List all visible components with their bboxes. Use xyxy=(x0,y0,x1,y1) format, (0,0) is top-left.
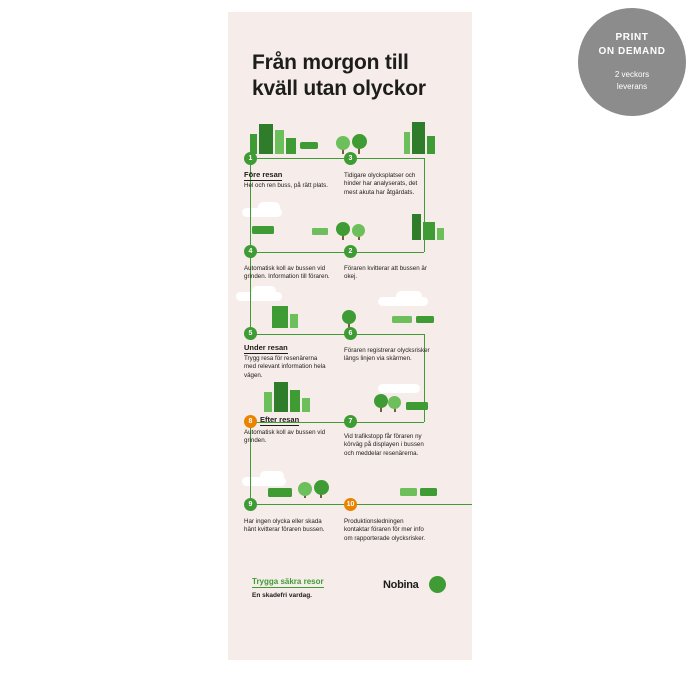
title-line-1: Från morgon till xyxy=(252,51,409,74)
step-number-badge: 1 xyxy=(244,152,257,165)
step-body: Trygg resa för resenärerna med relevant information hela vägen. xyxy=(244,355,326,379)
step-heading: Efter resan xyxy=(260,415,300,424)
step-number-badge: 10 xyxy=(344,498,357,511)
step-number-badge: 2 xyxy=(344,245,357,258)
page-title xyxy=(252,50,462,102)
logo-wordmark: Nobina xyxy=(383,579,419,591)
step-body: Föraren kvitterar att bussen är okej. xyxy=(344,265,427,281)
badge-line-3: 2 veckors xyxy=(614,70,650,79)
step-body: Föraren registrerar olycksrisker längs linjen via skärmen. xyxy=(344,347,430,363)
step-number-badge: 3 xyxy=(344,152,357,165)
cityscape-illustration-4 xyxy=(242,378,454,412)
flow-connector xyxy=(350,158,424,159)
print-on-demand-badge xyxy=(578,8,686,116)
step-number-badge: 5 xyxy=(244,327,257,340)
footer-headline: Trygga säkra resor xyxy=(252,577,324,586)
badge-line-2: ON DEMAND xyxy=(598,46,666,57)
cloud-decoration xyxy=(252,286,276,296)
step-heading: Under resan xyxy=(244,343,288,352)
flow-connector xyxy=(250,334,424,335)
step-body: Produktionsledningen kontaktar föraren för mer info om rapporterade olycksrisker. xyxy=(344,518,426,542)
nobina-logo xyxy=(383,572,449,598)
badge-line-4: leverans xyxy=(616,82,648,91)
cityscape-illustration-3 xyxy=(242,298,454,330)
step-number-badge: 8 xyxy=(244,415,257,428)
step-number-badge: 6 xyxy=(344,327,357,340)
step-number-badge: 7 xyxy=(344,415,357,428)
title-line-2: kväll utan olyckor xyxy=(252,77,426,100)
badge-line-1: PRINT xyxy=(615,32,649,43)
flow-connector xyxy=(250,252,424,253)
step-heading: Före resan xyxy=(244,170,283,179)
step-body: Vid trafikstopp får föraren ny körväg på displayen i bussen och meddelar resenärerna. xyxy=(344,433,424,457)
step-body: Hel och ren buss, på rätt plats. xyxy=(244,182,328,189)
step-body: Har ingen olycka eller skada hänt kvitterar föraren bussen. xyxy=(244,518,325,534)
step-body: Automatisk koll av bussen vid grinden. xyxy=(244,429,326,445)
flow-connector xyxy=(250,504,472,505)
step-number-badge: 9 xyxy=(244,498,257,511)
flow-connector xyxy=(250,158,350,159)
logo-circle-icon xyxy=(429,576,446,593)
poster-panel xyxy=(228,12,472,660)
poster-content xyxy=(228,12,472,660)
footer-subline: En skadefri vardag. xyxy=(252,592,312,599)
step-body: Tidigare olycksplatser och hinder har analyserats, det mest akuta har åtgärdats. xyxy=(344,172,418,196)
cityscape-illustration-2 xyxy=(242,210,454,242)
cityscape-illustration-1 xyxy=(246,120,454,154)
step-number-badge: 4 xyxy=(244,245,257,258)
step-body: Automatisk koll av bussen vid grinden. Information till föraren. xyxy=(244,265,330,281)
